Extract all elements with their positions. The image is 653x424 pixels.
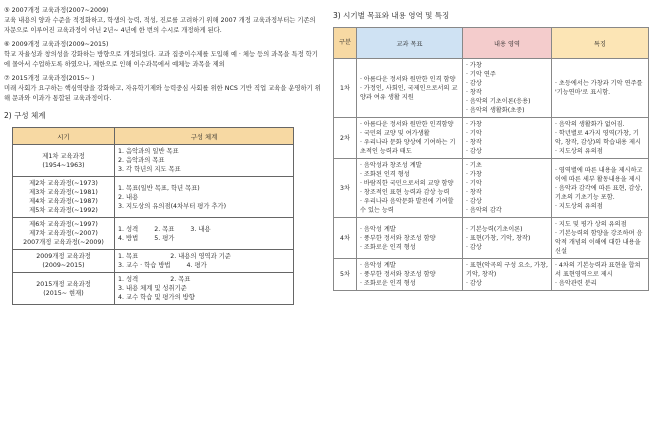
goals-row (334, 218, 649, 259)
area-item: · 창작 (466, 139, 482, 146)
era-line: (2015~ 현재) (43, 289, 84, 297)
goal-item: · 바람직한 국민으로서의 교양 함양 (360, 180, 454, 187)
paragraph-heading (4, 6, 322, 16)
era-line: 제7차 교육과정(~2007) (29, 230, 98, 237)
system-line: 3. 교수 · 학습 방법 4. 평가 (118, 262, 207, 269)
goal-item: · 우리나라 음악문화 발전에 기여할 수 있는 능력 (360, 198, 454, 214)
goal-item: · 풍부한 정서와 창조성 함양 (360, 234, 436, 242)
system-line: 2. 음악과의 목표 (118, 157, 165, 164)
goal-item: · 음악성 계발 (360, 262, 396, 269)
area-item: · 음악의 기초이론(응용) (466, 98, 531, 105)
area-item: · 음악의 생활화(초중) (466, 107, 525, 114)
area-item: · 창작 (466, 189, 482, 196)
grade-cell: 5차 (334, 259, 357, 291)
area-item: · 기악 연주 (466, 71, 496, 78)
structure-era-cell (13, 273, 115, 305)
goal-item: · 조화된 인격 형성 (360, 171, 410, 178)
goal-item: · 우리나라 문화 양상에 기여하는 기초적인 능력과 태도 (360, 139, 456, 155)
structure-section-title: 2) 구성 체계 (4, 111, 46, 120)
era-line: 제4차 교육과정(~1987) (29, 198, 98, 205)
grade-cell: 4차 (334, 218, 357, 259)
paragraph-marker: ⑤ (4, 7, 10, 14)
era-line: 제5차 교육과정(~1992) (29, 207, 98, 214)
system-line: 2. 내용 (118, 193, 139, 201)
area-item: · 가창 (466, 62, 482, 69)
right-column (333, 6, 651, 291)
area-cell (463, 218, 552, 259)
paragraph-title: 2015개정 교육과정(2015~ ) (11, 75, 95, 82)
structure-system-cell (115, 250, 294, 273)
era-line: (2009~2015) (42, 262, 85, 269)
paragraph-body: 학교 자율성과 창의성을 강화하는 방향으로 개정되었다. 교과 집중이수제를 도입해 예 · 체능 등의 과목을 특정 학기에 몰아서 수업하도록 하였으나, 제한으로 인해 이수과목에서 예체능 과목을 제외 (4, 51, 318, 68)
goal-item: · 풍부한 정서와 창조성 함양 (360, 271, 436, 278)
paragraph-body: 미래 사회가 요구하는 핵심역량을 강화하고, 자유학기제와 능력중심 사회를 위한 NCS 기반 직업 교육을 운영하기 위해 문과와 이과가 통합된 교육과정이다. (4, 85, 321, 102)
feature-item: · 4차의 기본능력과 표현을 합쳐서 표현영역으로 제시 (555, 262, 641, 278)
area-item: · 감상 (466, 80, 482, 87)
grade-cell: 3차 (334, 159, 357, 218)
paragraph-heading (4, 74, 322, 84)
era-line: 제3차 교육과정(~1981) (29, 189, 98, 196)
goal-item: · 국민의 교양 및 여가생활 (360, 130, 430, 137)
area-cell (463, 259, 552, 291)
system-line: 3. 내용 체계 및 성취기준 (118, 285, 187, 292)
era-line: 2009개정 교육과정 (36, 253, 91, 260)
paragraph-title: 2009개정 교육과정(2009~2015) (11, 41, 109, 48)
structure-era-cell (13, 218, 115, 250)
area-item: · 창작 (466, 89, 482, 96)
era-line: 2015개정 교육과정 (36, 280, 91, 288)
structure-era-cell (13, 145, 115, 177)
grade-cell: 2차 (334, 118, 357, 159)
feature-cell (552, 259, 649, 291)
grade-cell: 1차 (334, 59, 357, 118)
era-line: 제6차 교육과정(~1997) (29, 221, 98, 228)
history-paragraphs (4, 6, 322, 104)
structure-header-era: 시기 (13, 128, 115, 145)
system-line: 1. 목표(일반 목표, 학년 목표) (118, 184, 200, 192)
paragraph-body: 교육 내용의 양과 수준을 적정화하고, 학생의 능력, 적성, 진로를 고려하기 위해 2007 개정 교육과정부터는 기존의 자문으로 이루어진 교육과정이 아닌 2년~ 4년에 한 번의 수시로 개정하게 된다. (4, 17, 316, 34)
goals-header-goal: 교과 목표 (357, 28, 463, 59)
goal-cell (357, 118, 463, 159)
era-line: (1954~1963) (42, 161, 85, 169)
area-cell (463, 59, 552, 118)
structure-table (12, 127, 294, 305)
structure-system-cell (115, 177, 294, 218)
feature-item: · 기본능력의 함양을 강조하며 음악적 개념의 이해에 대한 내용을 신설 (555, 230, 643, 255)
paragraph-marker: ⑦ (4, 75, 10, 82)
structure-row (13, 273, 294, 305)
area-item: · 기악 (466, 130, 482, 137)
goal-item: · 가정인, 사회인, 국제인으로서의 교양과 여유 생활 지원 (360, 84, 458, 101)
era-line: 제1차 교육과정 (42, 152, 85, 160)
structure-system-cell (115, 273, 294, 305)
feature-item: · 영역별에 따른 내용을 제시하고 이에 따른 세부 활동내용을 제시 (555, 166, 643, 183)
area-item: · 표현(가창, 기악, 창작) (466, 234, 531, 242)
area-item: · 표현(악곡의 구성 요소, 가창, 기악, 창작) (466, 262, 548, 278)
system-line: 1. 성격 2. 목표 (118, 276, 191, 283)
feature-item: · 초등에서는 가창과 기악 연주를 '기능연마'로 표시함. (555, 80, 643, 96)
feature-item: · 음악의 생활화가 없어짐. (555, 121, 625, 128)
structure-row (13, 145, 294, 177)
feature-item: · 음악과 감각에 따른 표현, 감상, 기초의 기초기능 포함. (555, 184, 643, 201)
structure-system-cell (115, 218, 294, 250)
area-cell (463, 118, 552, 159)
feature-item: · 학년별로 4가지 영역(가창, 기악, 창작, 감상)의 학습내용 제시 (555, 130, 641, 146)
area-item: · 감상 (466, 280, 482, 287)
structure-header-system: 구성 체계 (115, 128, 294, 145)
area-item: · 가창 (466, 171, 482, 178)
goal-cell (357, 59, 463, 118)
feature-cell (552, 159, 649, 218)
goal-cell (357, 159, 463, 218)
paragraph-marker: ⑥ (4, 41, 10, 48)
area-cell (463, 159, 552, 218)
area-item: · 기악 (466, 180, 482, 187)
history-paragraph (4, 40, 322, 70)
goal-item: · 창조적인 표현 능력과 감상 능력 (360, 189, 450, 196)
feature-cell (552, 59, 649, 118)
area-item: · 감상 (466, 198, 482, 205)
system-line: 4. 방법 5. 평가 (118, 234, 175, 242)
system-line: 3. 지도상의 유의점(4차부터 평가 추가) (118, 202, 227, 210)
goal-item: · 음악성과 창조성 계발 (360, 162, 422, 169)
area-item: · 감상 (466, 148, 482, 155)
structure-era-cell (13, 177, 115, 218)
structure-row (13, 250, 294, 273)
era-line: 2007개정 교육과정(~2009) (23, 239, 104, 246)
goals-row (334, 118, 649, 159)
feature-item: · 지도상의 유의점 (555, 148, 603, 155)
goals-header-feature: 특징 (552, 28, 649, 59)
goal-item: · 음악성 계발 (360, 225, 396, 233)
paragraph-heading (4, 40, 322, 50)
system-line: 3. 각 학년의 지도 목표 (118, 166, 181, 173)
history-paragraph (4, 74, 322, 104)
system-line: 1. 음악과의 일반 목표 (118, 148, 179, 155)
system-line: 4. 교수 학습 및 평가의 방향 (118, 294, 195, 301)
structure-row (13, 218, 294, 250)
area-item: · 가창 (466, 121, 482, 128)
goal-item: · 아름다운 정서와 원만한 인격 함양 (360, 75, 456, 83)
history-paragraph (4, 6, 322, 36)
structure-row (13, 177, 294, 218)
feature-item: · 지도 및 평가 상의 유의점 (555, 221, 627, 228)
goals-header-grade: 구분 (334, 28, 357, 59)
goal-cell (357, 259, 463, 291)
goals-section-title: 3) 시기별 목표와 내용 영역 및 특징 (333, 11, 450, 20)
goal-cell (357, 218, 463, 259)
feature-item: · 음악관련 분리 (555, 280, 597, 287)
goals-header-area: 내용 영역 (463, 28, 552, 59)
system-line: 1. 성격 2. 목표 3. 내용 (118, 225, 211, 233)
structure-system-cell (115, 145, 294, 177)
system-line: 1. 목표 2. 내용의 영역과 기준 (118, 253, 231, 260)
paragraph-title: 2007개정 교육과정(2007~2009) (11, 7, 109, 14)
area-item: · 감상 (466, 243, 482, 251)
structure-era-cell (13, 250, 115, 273)
era-line: 제2차 교육과정(~1973) (29, 180, 98, 187)
goal-item: · 조화로운 인격 형성 (360, 280, 416, 287)
goals-row (334, 159, 649, 218)
goal-item: · 아름다운 정서와 원만한 인격함양 (360, 121, 454, 128)
area-item: · 기본능력(기초이론) (466, 225, 523, 233)
area-item: · 기초 (466, 162, 482, 169)
goals-table (333, 27, 649, 291)
left-column (4, 6, 322, 305)
feature-cell (552, 218, 649, 259)
goals-row (334, 59, 649, 118)
goal-item: · 조화로운 인격 형성 (360, 243, 416, 251)
goals-row (334, 259, 649, 291)
area-item: · 음악의 감각 (466, 207, 502, 214)
feature-cell (552, 118, 649, 159)
feature-item: · 지도상의 유의점 (555, 202, 603, 210)
